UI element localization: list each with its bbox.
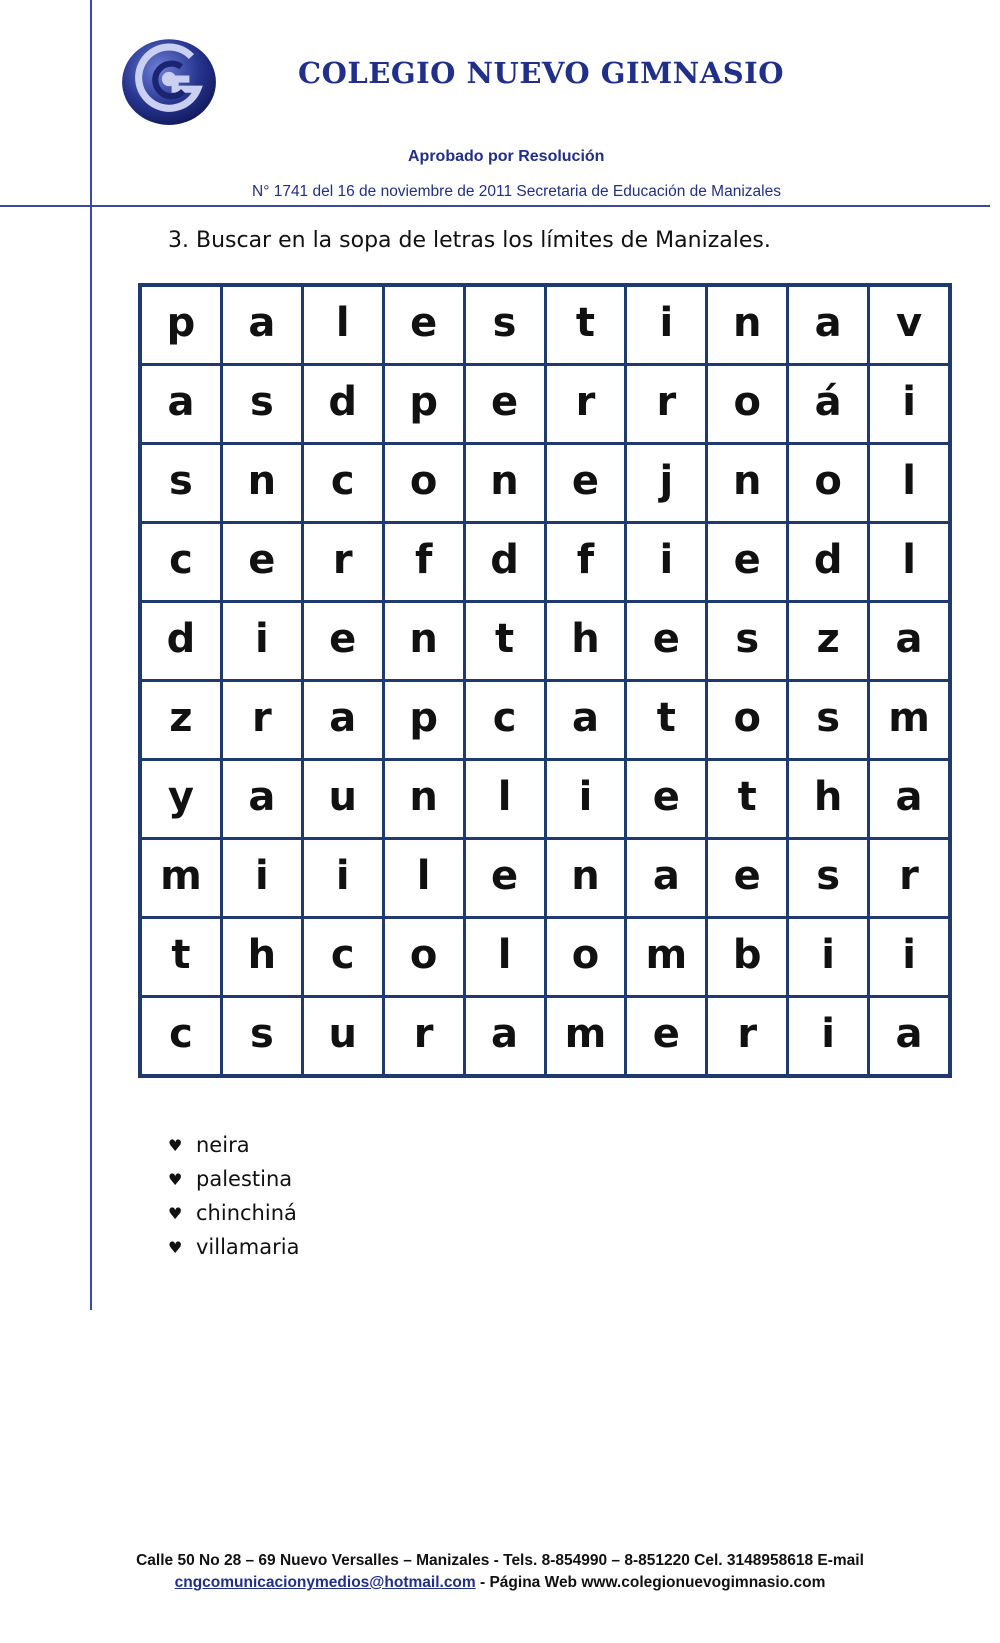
heart-icon: ♥ (168, 1237, 183, 1257)
grid-cell[interactable]: s (789, 682, 867, 758)
grid-cell[interactable]: l (304, 287, 382, 363)
approval-text: Aprobado por Resolución (408, 148, 605, 165)
grid-cell[interactable]: r (547, 366, 625, 442)
grid-cell[interactable]: o (385, 919, 463, 995)
grid-cell[interactable]: l (466, 919, 544, 995)
grid-cell[interactable]: r (870, 840, 948, 916)
grid-cell[interactable]: o (789, 445, 867, 521)
grid-cell[interactable]: d (466, 524, 544, 600)
grid-cell[interactable]: n (223, 445, 301, 521)
word-list-item (168, 1128, 299, 1162)
grid-cell[interactable]: p (385, 682, 463, 758)
grid-cell[interactable]: r (627, 366, 705, 442)
grid-cell[interactable]: n (385, 603, 463, 679)
school-logo-icon (118, 26, 220, 128)
resolution-text: N° 1741 del 16 de noviembre de 2011 Secretaria de Educación de Manizales (252, 183, 781, 200)
grid-cell[interactable]: n (708, 287, 786, 363)
grid-cell[interactable]: a (789, 287, 867, 363)
grid-cell[interactable]: a (223, 287, 301, 363)
grid-cell[interactable]: a (870, 998, 948, 1074)
grid-cell[interactable]: m (870, 682, 948, 758)
grid-cell[interactable]: n (385, 761, 463, 837)
grid-cell[interactable]: l (870, 445, 948, 521)
grid-cell[interactable]: i (789, 998, 867, 1074)
grid-cell[interactable]: n (547, 840, 625, 916)
grid-cell[interactable]: e (627, 603, 705, 679)
heart-icon: ♥ (168, 1135, 183, 1155)
grid-cell[interactable]: i (547, 761, 625, 837)
exercise-instruction: 3. Buscar en la sopa de letras los límites de Manizales. (168, 228, 771, 253)
grid-cell[interactable]: n (466, 445, 544, 521)
grid-cell[interactable]: t (466, 603, 544, 679)
grid-cell[interactable]: i (304, 840, 382, 916)
grid-cell[interactable]: o (708, 366, 786, 442)
grid-cell[interactable]: a (142, 366, 220, 442)
grid-cell[interactable]: o (708, 682, 786, 758)
grid-cell[interactable]: u (304, 761, 382, 837)
grid-cell[interactable]: o (385, 445, 463, 521)
heart-icon: ♥ (168, 1169, 183, 1189)
grid-cell[interactable]: o (547, 919, 625, 995)
grid-cell[interactable]: e (547, 445, 625, 521)
grid-cell[interactable]: e (627, 761, 705, 837)
grid-cell[interactable]: e (304, 603, 382, 679)
margin-vertical-line (90, 0, 92, 1310)
grid-cell[interactable]: z (142, 682, 220, 758)
grid-cell[interactable]: t (708, 761, 786, 837)
grid-cell[interactable]: s (223, 998, 301, 1074)
grid-cell[interactable]: d (789, 524, 867, 600)
header-divider-line (0, 205, 990, 207)
footer-address: Calle 50 No 28 – 69 Nuevo Versalles – Manizales - Tels. 8-854990 – 8-851220 Cel. 3148958618 E-mail (136, 1552, 864, 1569)
grid-cell[interactable]: r (708, 998, 786, 1074)
grid-cell[interactable]: z (789, 603, 867, 679)
grid-cell[interactable]: e (627, 998, 705, 1074)
footer-contact (0, 1574, 1000, 1592)
grid-cell[interactable]: e (466, 366, 544, 442)
grid-cell[interactable]: e (223, 524, 301, 600)
grid-cell[interactable]: c (466, 682, 544, 758)
grid-cell[interactable]: s (142, 445, 220, 521)
grid-cell[interactable]: j (627, 445, 705, 521)
heart-icon: ♥ (168, 1203, 183, 1223)
grid-cell[interactable]: t (547, 287, 625, 363)
grid-cell[interactable]: e (385, 287, 463, 363)
grid-cell[interactable]: a (304, 682, 382, 758)
grid-cell[interactable]: a (223, 761, 301, 837)
word-search-grid (138, 283, 952, 1078)
grid-cell[interactable]: c (304, 445, 382, 521)
grid-cell[interactable]: d (142, 603, 220, 679)
footer-website: - Página Web www.colegionuevogimnasio.com (475, 1574, 826, 1591)
grid-cell[interactable]: t (142, 919, 220, 995)
grid-cell[interactable]: r (385, 998, 463, 1074)
grid-cell[interactable]: a (627, 840, 705, 916)
footer-email-link[interactable]: cngcomunicacionymedios@hotmail.com (174, 1574, 476, 1591)
grid-cell[interactable]: p (142, 287, 220, 363)
grid-cell[interactable]: b (708, 919, 786, 995)
grid-cell[interactable]: s (708, 603, 786, 679)
grid-cell[interactable]: m (142, 840, 220, 916)
grid-cell[interactable]: a (547, 682, 625, 758)
grid-cell[interactable]: c (142, 998, 220, 1074)
grid-cell[interactable]: l (466, 761, 544, 837)
grid-cell[interactable]: i (223, 603, 301, 679)
grid-cell[interactable]: i (870, 919, 948, 995)
word-label: palestina (196, 1167, 293, 1191)
grid-cell[interactable]: a (466, 998, 544, 1074)
word-label: villamaria (196, 1235, 300, 1259)
grid-cell[interactable]: s (789, 840, 867, 916)
grid-cell[interactable]: c (142, 524, 220, 600)
grid-cell[interactable]: d (304, 366, 382, 442)
grid-cell[interactable]: i (223, 840, 301, 916)
grid-cell[interactable]: e (708, 524, 786, 600)
grid-cell[interactable]: l (870, 524, 948, 600)
word-label: neira (196, 1133, 250, 1157)
grid-cell[interactable]: h (547, 603, 625, 679)
grid-cell[interactable]: y (142, 761, 220, 837)
word-label: chinchiná (196, 1201, 297, 1225)
grid-cell[interactable]: t (627, 682, 705, 758)
word-list (168, 1128, 299, 1264)
grid-cell[interactable]: m (547, 998, 625, 1074)
grid-cell[interactable]: f (547, 524, 625, 600)
grid-cell[interactable]: s (223, 366, 301, 442)
grid-cell[interactable]: s (466, 287, 544, 363)
grid-cell[interactable]: i (870, 366, 948, 442)
grid-cell[interactable]: n (708, 445, 786, 521)
grid-cell[interactable]: i (789, 919, 867, 995)
grid-cell[interactable]: l (385, 840, 463, 916)
grid-cell[interactable]: a (870, 603, 948, 679)
grid-cell[interactable]: r (223, 682, 301, 758)
grid-cell[interactable]: á (789, 366, 867, 442)
grid-cell[interactable]: p (385, 366, 463, 442)
grid-cell[interactable]: f (385, 524, 463, 600)
grid-cell[interactable]: v (870, 287, 948, 363)
grid-cell[interactable]: r (304, 524, 382, 600)
grid-cell[interactable]: m (627, 919, 705, 995)
school-name: COLEGIO NUEVO GIMNASIO (298, 56, 784, 90)
word-list-item (168, 1196, 299, 1230)
grid-cell[interactable]: i (627, 524, 705, 600)
grid-cell[interactable]: u (304, 998, 382, 1074)
word-list-item (168, 1162, 299, 1196)
grid-cell[interactable]: i (627, 287, 705, 363)
grid-cell[interactable]: a (870, 761, 948, 837)
grid-cell[interactable]: h (223, 919, 301, 995)
grid-cell[interactable]: h (789, 761, 867, 837)
grid-cell[interactable]: e (708, 840, 786, 916)
grid-cell[interactable]: c (304, 919, 382, 995)
grid-cell[interactable]: e (466, 840, 544, 916)
word-list-item (168, 1230, 299, 1264)
